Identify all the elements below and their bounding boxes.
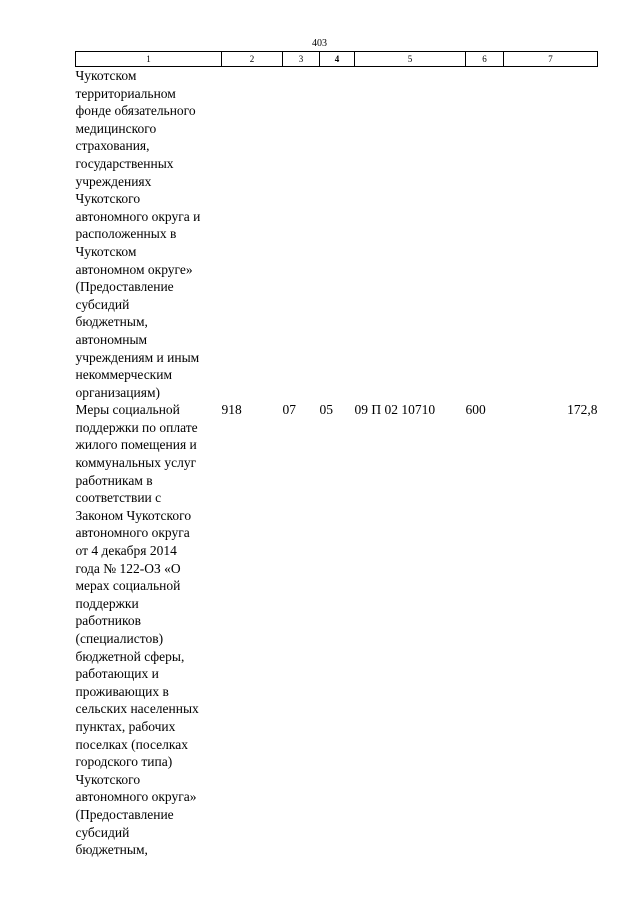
row-2-col-7: 172,8 — [567, 402, 598, 418]
row-2-col-3: 07 — [282, 402, 296, 418]
name-line: Чукотском — [75, 243, 137, 259]
name-line: Чукотском — [75, 68, 137, 83]
name-line: медицинского — [75, 120, 157, 136]
row-1-col-4 — [320, 67, 355, 402]
name-line: бюджетным, — [75, 314, 148, 330]
name-line: пунктах, рабочих — [75, 718, 176, 734]
column-header-1: 1 — [76, 52, 222, 67]
name-line: Меры социальной — [75, 402, 180, 418]
name-line: проживающих в — [75, 683, 169, 699]
name-line: территориальном — [75, 85, 176, 101]
name-line: жилого помещения и — [75, 437, 197, 453]
name-line: работникам в — [75, 472, 153, 488]
name-line: некоммерческим — [75, 367, 173, 383]
row-2-col-2: 918 — [221, 402, 242, 418]
name-line: организациям) — [75, 384, 161, 400]
column-header-7: 7 — [504, 52, 598, 67]
name-line: поддержки по оплате — [75, 419, 198, 435]
name-line: бюджетным, — [75, 842, 148, 858]
name-line: субсидий — [75, 824, 130, 840]
name-line: городского типа) — [75, 754, 173, 770]
name-line: поселках (поселках — [75, 736, 188, 752]
budget-table — [75, 51, 598, 859]
name-line: работающих и — [75, 666, 159, 682]
row-1-col-6 — [466, 67, 504, 402]
row-1-name-cell — [76, 67, 222, 402]
row-1-col-2 — [222, 67, 283, 402]
name-line: поддержки — [75, 595, 139, 611]
column-number-row — [76, 52, 598, 67]
name-line: (Предоставление — [75, 279, 174, 295]
name-line: коммунальных услуг — [75, 455, 197, 471]
row-1-col-5 — [355, 67, 466, 402]
table-row — [76, 401, 598, 858]
column-header-6: 6 — [466, 52, 504, 67]
column-header-2: 2 — [222, 52, 283, 67]
page-number: 403 — [312, 38, 327, 49]
name-line: бюджетной сферы, — [75, 648, 185, 664]
name-line: автономном округе» — [75, 261, 193, 277]
column-header-5: 5 — [355, 52, 466, 67]
row-1-col-7 — [504, 67, 598, 402]
name-line: фонде обязательного — [75, 103, 196, 119]
name-line: учреждениях — [75, 173, 152, 189]
name-line: года № 122-ОЗ «О — [75, 560, 181, 576]
name-line: государственных — [75, 155, 174, 171]
name-line: автономного округа и — [75, 208, 201, 224]
name-line: работников — [75, 613, 142, 629]
name-line: автономным — [75, 331, 148, 347]
name-line: Чукотского — [75, 191, 141, 207]
name-line: Чукотского — [75, 771, 141, 787]
row-1-col-3 — [283, 67, 320, 402]
row-2-col-4: 05 — [319, 402, 333, 418]
name-line: субсидий — [75, 296, 130, 312]
name-line: автономного округа» — [75, 789, 197, 805]
name-line: расположенных в — [75, 226, 177, 242]
name-line: соответствии с — [75, 490, 162, 506]
name-line: (специалистов) — [75, 631, 164, 646]
name-line: Законом Чукотского — [75, 507, 192, 523]
name-line: от 4 декабря 2014 — [75, 543, 177, 559]
column-header-4: 4 — [320, 52, 355, 67]
row-2-col-5: 09 П 02 10710 — [354, 402, 436, 418]
name-line: страхования, — [75, 138, 150, 154]
name-line: мерах социальной — [75, 578, 181, 594]
name-line: (Предоставление — [75, 806, 174, 822]
name-line: сельских населенных — [75, 701, 199, 717]
row-2-name-cell — [76, 401, 222, 858]
name-line: учреждениям и иным — [75, 349, 200, 365]
table-row — [76, 67, 598, 402]
row-2-col-6: 600 — [465, 402, 486, 418]
name-line: автономного округа — [75, 525, 190, 541]
column-header-3: 3 — [283, 52, 320, 67]
